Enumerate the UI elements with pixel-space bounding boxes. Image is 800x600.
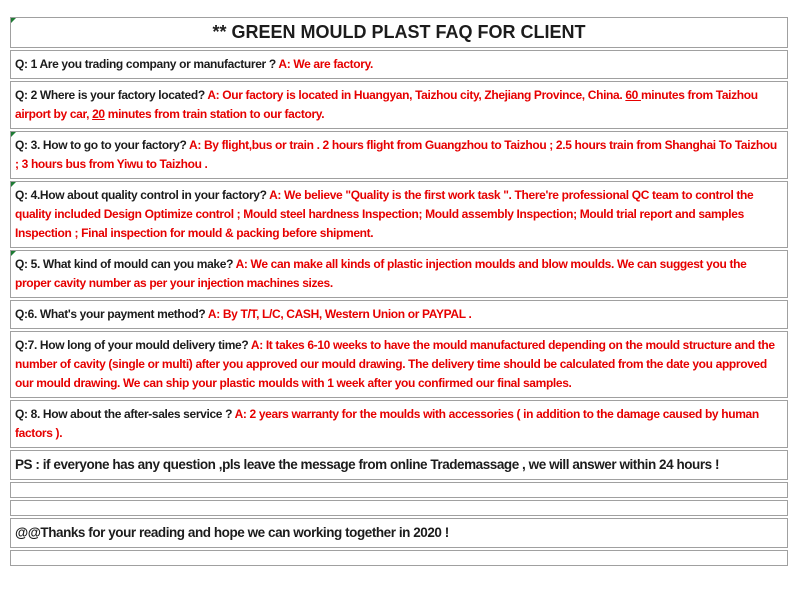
- answer-text: A: We believe "Quality is the first work task ". There're professional QC team to control the quality included Design Optimize control ; Mould steel hardness Inspection; Mould assembly Inspection; Mould trial report and samples Inspection ; Final inspection for mould & packing before shipment.: [15, 188, 754, 240]
- answer-text: A: By flight,bus or train . 2 hours flight from Guangzhou to Taizhou ; 2.5 hours train from Shanghai To Taizhou ; 3 hours bus from Yiwu to Taizhou .: [15, 138, 777, 171]
- answer-text: A: We are factory.: [278, 57, 374, 71]
- cell-comment-marker-icon: [11, 132, 16, 137]
- answer-text: A: Our factory is located in Huangyan, Taizhou city, Zhejiang Province, China.: [207, 88, 626, 102]
- answer-text: A: It takes 6-10 weeks to have the mould manufactured depending on the mould structure and the number of cavity (single or multi) after you approved our mould drawing. The delivery time should be calculated from the date you approved our mould drawing. We can ship your plastic moulds with 1 week after you confirmed our final samples.: [15, 338, 775, 390]
- faq-row-ps: [10, 450, 788, 480]
- empty-row-1: [10, 482, 788, 498]
- faq-title-row: [10, 17, 788, 48]
- answer-text: minutes from Taizhou airport by car,: [15, 88, 758, 121]
- empty-row-3: [10, 550, 788, 566]
- faq-row-q2: [10, 81, 788, 129]
- faq-row-q3: [10, 131, 788, 179]
- question-text: Q: 4.How about quality control in your factory?: [15, 188, 270, 202]
- question-text: ** GREEN MOULD PLAST FAQ FOR CLIENT: [212, 22, 586, 42]
- question-text: Q: 2 Where is your factory located?: [15, 88, 208, 102]
- answer-text: A: 2 years warranty for the moulds with accessories ( in addition to the damage caused by human factors ).: [15, 407, 759, 440]
- faq-table: [10, 17, 788, 568]
- faq-row-q4: [10, 181, 788, 248]
- question-text: Q:6. What's your payment method?: [15, 307, 208, 321]
- question-text: Q: 3. How to go to your factory?: [15, 138, 190, 152]
- answer-text: minutes from train station to our factory.: [104, 107, 325, 121]
- question-text: Q: 5. What kind of mould can you make?: [15, 257, 236, 271]
- faq-row-q1: [10, 50, 788, 79]
- faq-row-thanks: [10, 518, 788, 548]
- faq-row-q8: [10, 400, 788, 448]
- cell-comment-marker-icon: [11, 182, 16, 187]
- question-text: Q:7. How long of your mould delivery time?: [15, 338, 251, 352]
- empty-row-2: [10, 500, 788, 516]
- cell-comment-marker-icon: [11, 251, 16, 256]
- faq-row-q7: [10, 331, 788, 398]
- answer-text: A: By T/T, L/C, CASH, Western Union or PAYPAL .: [207, 307, 472, 321]
- answer-text: 60: [625, 88, 641, 102]
- question-text: Q: 1 Are you trading company or manufacturer ?: [15, 57, 279, 71]
- answer-text: 20: [92, 107, 105, 121]
- question-text: Q: 8. How about the after-sales service ?: [15, 407, 235, 421]
- question-text: PS : if everyone has any question ,pls leave the message from online Trademassage , we will answer within 24 hours !: [15, 457, 720, 472]
- question-text: @@Thanks for your reading and hope we can working together in 2020 !: [15, 525, 449, 540]
- cell-comment-marker-icon: [11, 18, 16, 23]
- faq-row-q6: [10, 300, 788, 329]
- answer-text: A: We can make all kinds of plastic injection moulds and blow moulds. We can suggest you the proper cavity number as per your injection machines sizes.: [15, 257, 747, 290]
- faq-row-q5: [10, 250, 788, 298]
